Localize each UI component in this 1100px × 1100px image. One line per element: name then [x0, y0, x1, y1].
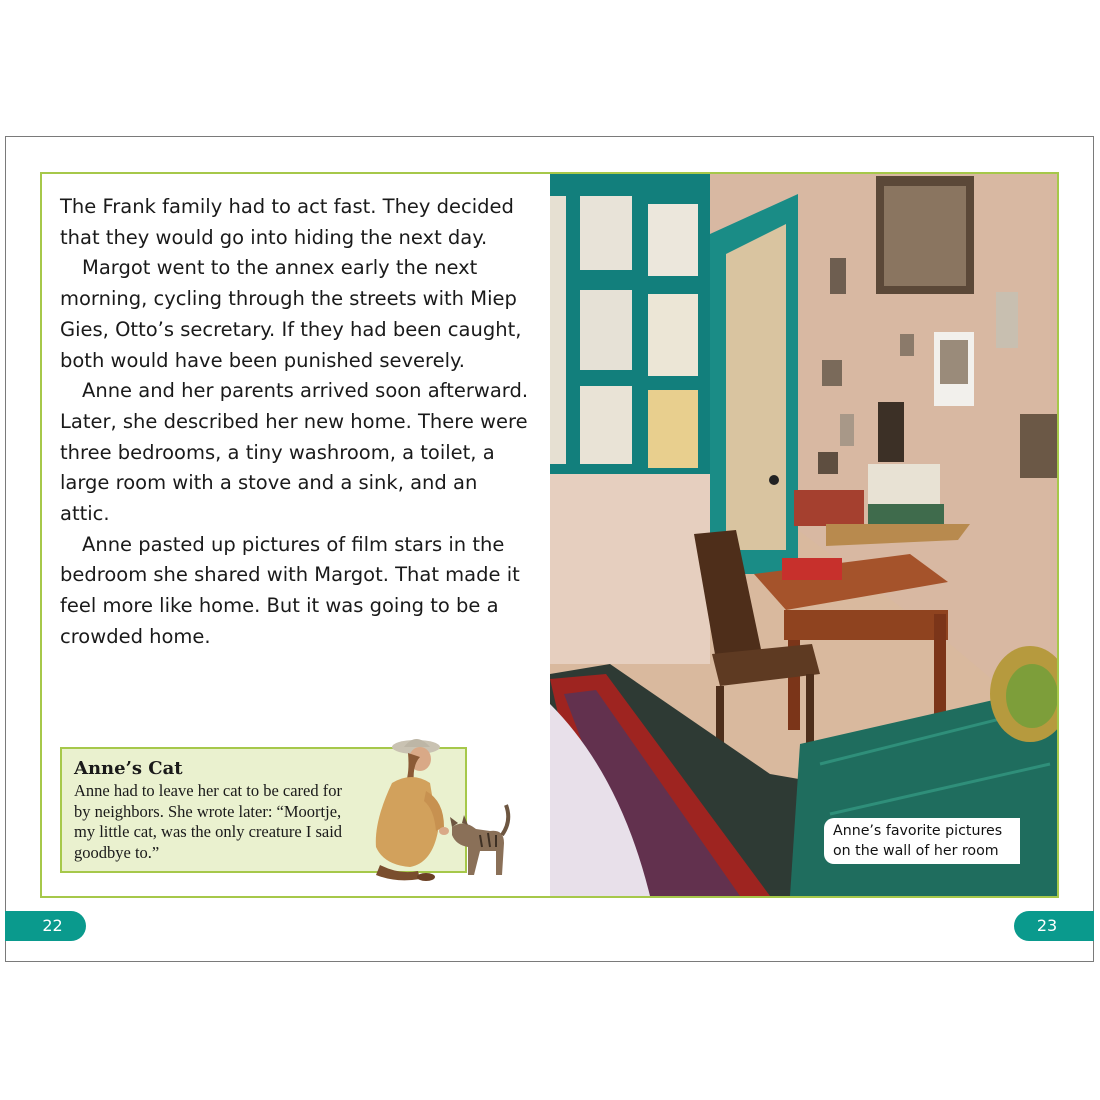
sidebar-title: Anne’s Cat — [74, 758, 183, 779]
paragraph-3: Anne and her parents arrived soon afterward. Later, she described her new home. There were three bedrooms, a tiny washroom, a toilet, a large room with a stove and a sink, and an attic. — [60, 379, 529, 526]
main-text — [60, 192, 530, 653]
page-number-right: 23 — [1014, 911, 1094, 941]
photo-caption: Anne’s favorite pictures on the wall of her room — [824, 818, 1020, 864]
sidebar-body: Anne had to leave her cat to be cared for by neighbors. She wrote later: “Moortje, my little cat, was the only creature I said goodbye to.” — [74, 781, 343, 863]
girl-with-cat-illustration — [340, 735, 520, 885]
annex-room-photo — [550, 174, 1057, 896]
paragraph-2: Margot went to the annex early the next morning, cycling through the streets with Miep Gies, Otto’s secretary. If they had been caught, both would have been punished severely. — [60, 256, 522, 372]
paragraph-4: Anne pasted up pictures of film stars in the bedroom she shared with Margot. That made it feel more like home. But it was going to be a crowded home. — [60, 532, 520, 648]
paragraph-1: The Frank family had to act fast. They decided that they would go into hiding the next day. — [60, 195, 514, 249]
page-number-left: 22 — [5, 911, 86, 941]
